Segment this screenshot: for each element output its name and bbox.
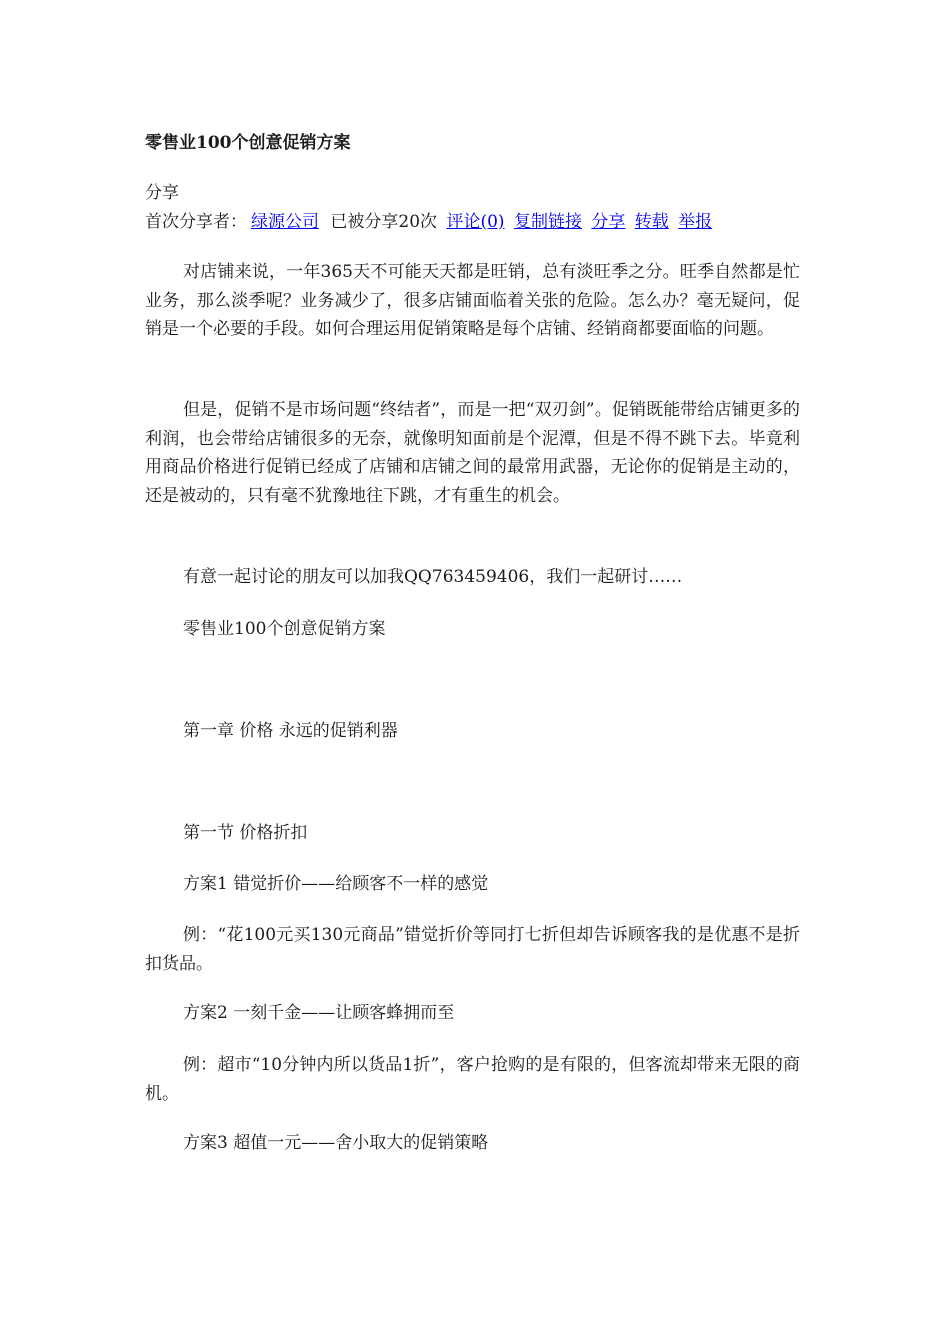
plan-1-heading: 方案1 错觉折价——给顾客不一样的感觉 bbox=[183, 874, 489, 894]
copy-link-link[interactable]: 复制链接 bbox=[513, 212, 582, 232]
sharer-link[interactable]: 绿源公司 bbox=[251, 212, 319, 232]
share-count: 已被分享20次 bbox=[330, 212, 438, 232]
plan-3-heading: 方案3 超值一元——舍小取大的促销策略 bbox=[183, 1133, 489, 1153]
share-link[interactable]: 分享 bbox=[591, 212, 626, 232]
paragraph-contact: 有意一起讨论的朋友可以加我QQ763459406，我们一起研讨…… bbox=[183, 567, 683, 587]
sharer-prefix: 首次分享者： bbox=[145, 212, 247, 232]
plan-2-example: 例：超市“10分钟内所以货品1折”，客户抢购的是有限的，但客流却带来无限的商机。 bbox=[145, 1055, 800, 1104]
paragraph-subtitle: 零售业100个创意促销方案 bbox=[183, 619, 386, 639]
report-link[interactable]: 举报 bbox=[678, 212, 713, 232]
plan-1-example: 例：“花100元买130元商品”错觉折价等同打七折但却告诉顾客我的是优惠不是折扣货品。 bbox=[145, 925, 800, 974]
share-info-line bbox=[145, 209, 712, 235]
chapter-heading: 第一章 价格 永远的促销利器 bbox=[183, 721, 398, 741]
section-heading: 第一节 价格折扣 bbox=[183, 823, 308, 843]
plan-2-heading: 方案2 一刻千金——让顾客蜂拥而至 bbox=[183, 1003, 455, 1023]
repost-link[interactable]: 转载 bbox=[634, 212, 669, 232]
comment-link[interactable]: 评论(0) bbox=[446, 212, 505, 232]
document-title: 零售业100个创意促销方案 bbox=[145, 133, 351, 153]
paragraph-intro: 对店铺来说，一年365天不可能天天都是旺销，总有淡旺季之分。旺季自然都是忙业务，那么淡季呢？业务减少了，很多店铺面临着关张的危险。怎么办？毫无疑问，促销是一个必要的手段。如何合理运用促销策略是每个店铺、经销商都要面临的问题。 bbox=[145, 262, 800, 339]
paragraph-double-edged: 但是，促销不是市场问题“终结者”，而是一把“双刃剑”。促销既能带给店铺更多的利润，也会带给店铺很多的无奈，就像明知面前是个泥潭，但是不得不跳下去。毕竟利用商品价格进行促销已经成了店铺和店铺之间的最常用武器，无论你的促销是主动的，还是被动的，只有毫不犹豫地往下跳，才有重生的机会。 bbox=[145, 400, 800, 506]
share-label: 分享 bbox=[145, 183, 179, 203]
